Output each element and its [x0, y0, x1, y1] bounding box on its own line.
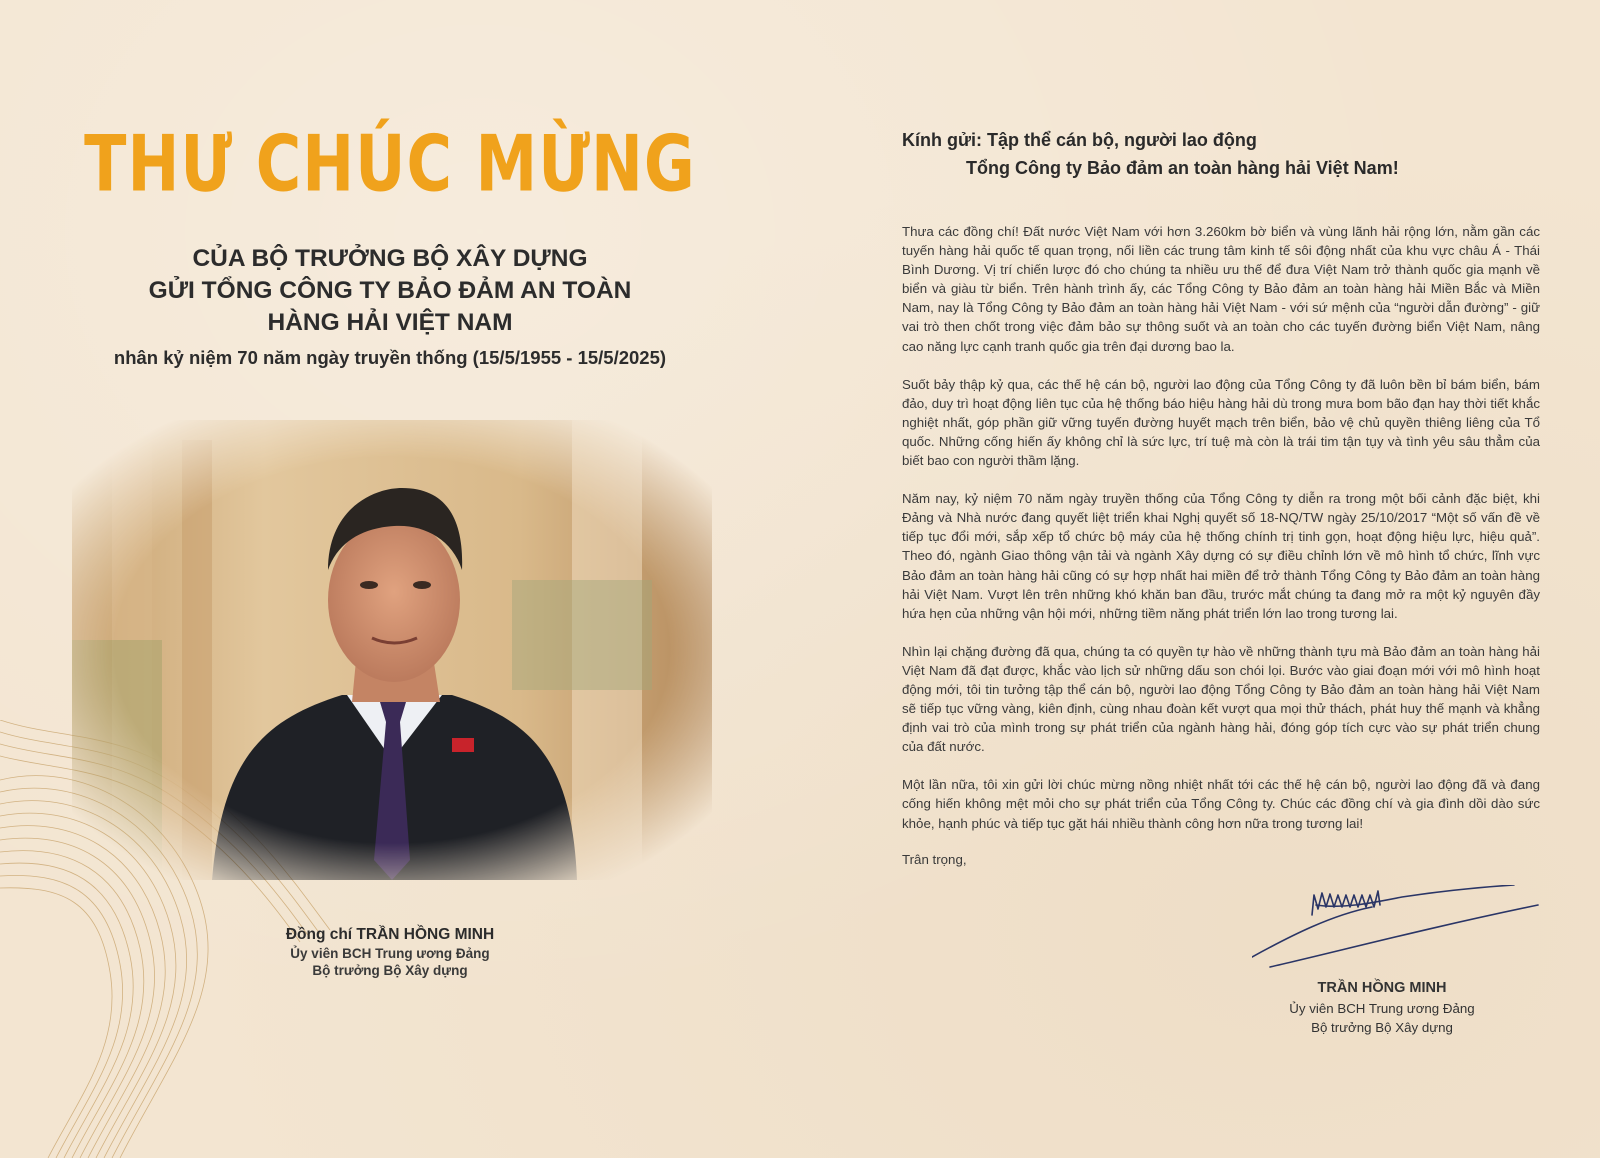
- portrait-caption: [60, 925, 720, 979]
- caption-role: Ủy viên BCH Trung ương Đảng: [290, 946, 490, 961]
- body-paragraph: Một lần nữa, tôi xin gửi lời chúc mừng nồng nhiệt nhất tới các thế hệ cán bộ, người lao động đã và đang cống hiến không mệt mỏi cho sự phát triển của Tổng Công ty. Chúc các đồng chí và gia đình dồi dào sức khỏe, hạnh phúc và tiếp tục gặt hái nhiều thành công hơn nữa trong tương lai!: [902, 777, 1540, 831]
- body-paragraph: Suốt bảy thập kỷ qua, các thế hệ cán bộ, người lao động của Tổng Công ty đã luôn bền bỉ bám biển, bám đảo, duy trì hoạt động liên tục của hệ thống báo hiệu hàng hải dù trong mưa bom bão đạn hay thời tiết khắc nghiệt nhất, góp phần giữ vững tuyến đường huyết mạch trên biển, bảo vệ chủ quyền thiêng liêng của Tổ quốc. Những cống hiến ấy không chỉ là sức lực, trí tuệ mà còn là trái tim tận tụy và tình yêu sâu thẳm của biết bao con người thầm lặng.: [902, 376, 1540, 469]
- left-column: [60, 0, 720, 1158]
- greeting: [902, 126, 1540, 182]
- portrait-photo: [72, 420, 712, 880]
- signer-block: [1262, 978, 1502, 1037]
- closing-salutation: Trân trọng,: [902, 852, 967, 867]
- right-column: [902, 0, 1540, 1158]
- caption-position: Bộ trưởng Bộ Xây dựng: [312, 963, 468, 978]
- handwritten-signature: [1252, 885, 1542, 970]
- body-paragraph: Thưa các đồng chí! Đất nước Việt Nam với hơn 3.260km bờ biển và vùng lãnh hải rộng lớn, nằm gần các tuyến hàng hải quốc tế quan trọng, nối liền các trung tâm kinh tế sôi động nhất của khu vực châu Á - Thái Bình Dương. Vị trí chiến lược đó cho chúng ta nhiều ưu thế để đưa Việt Nam trở thành quốc gia mạnh về biển và giàu từ biển. Trên hành trình ấy, các Tổng Công ty Bảo đảm an toàn hàng hải Miền Bắc và Miền Nam, nay là Tổng Công ty Bảo đảm an toàn hàng hải Việt Nam - với sứ mệnh của “người dẫn đường” - giữ vai trò then chốt trong việc đảm bảo sự thông suốt và an toàn cho các tuyến đường biển Việt Nam, nâng cao năng lực cạnh tranh quốc gia trên đại dương bao la.: [902, 224, 1540, 354]
- subtitle-line: HÀNG HẢI VIỆT NAM: [267, 309, 513, 336]
- occasion-line: nhân kỷ niệm 70 năm ngày truyền thống (15/5/1955 - 15/5/2025): [113, 347, 667, 368]
- signer-role: Ủy viên BCH Trung ương Đảng: [1289, 1001, 1475, 1016]
- letter-title: THƯ CHÚC MỪNG: [84, 118, 696, 210]
- subtitle-line: CỦA BỘ TRƯỞNG BỘ XÂY DỰNG: [192, 245, 588, 272]
- signer-name: TRẦN HỒNG MINH: [1317, 980, 1447, 996]
- body-paragraph: Năm nay, kỷ niệm 70 năm ngày truyền thống của Tổng Công ty diễn ra trong một bối cảnh đặc biệt, khi Đảng và Nhà nước đang quyết liệt triển khai Nghị quyết số 18-NQ/TW ngày 25/10/2017 “Một số vấn đề về tiếp tục đổi mới, sắp xếp tổ chức bộ máy của hệ thống chính trị tinh gọn, hoạt động hiệu lực, hiệu quả”. Theo đó, ngành Giao thông vận tải và ngành Xây dựng có sự điều chỉnh lớn về mô hình tổ chức, lĩnh vực Bảo đảm an toàn hàng hải cũng có sự hợp nhất hai miền để trở thành Tổng Công ty Bảo đảm an toàn hàng hải Việt Nam. Vượt lên trên những khó khăn ban đầu, trước mắt chúng ta đang mở ra một kỷ nguyên đầy hứa hẹn của những vận hội mới, những tiềm năng phát triển lớn lao trong tương lai.: [902, 491, 1540, 621]
- greeting-line-1: Kính gửi: Tập thể cán bộ, người lao động: [902, 130, 1257, 150]
- subtitle-line: GỬI TỔNG CÔNG TY BẢO ĐẢM AN TOÀN: [148, 277, 632, 304]
- letter-subtitle: [60, 243, 720, 339]
- body-paragraph: Nhìn lại chặng đường đã qua, chúng ta có quyền tự hào về những thành tựu mà Bảo đảm an toàn hàng hải Việt Nam đã đạt được, khắc vào lịch sử những dấu son chói lọi. Bước vào giai đoạn mới với mô hình hoạt động mới, tôi tin tưởng tập thể cán bộ, người lao động Tổng Công ty Bảo đảm an toàn hàng hải Việt Nam sẽ tiếp tục vững vàng, kiên định, cùng nhau đoàn kết vượt qua mọi thử thách, phát huy thế mạnh và khẳng định vai trò của mình trong sự phát triển của ngành hàng hải, đóng góp tích cực vào sự phát triển chung của đất nước.: [902, 643, 1540, 755]
- letter-body: [902, 222, 1540, 852]
- signer-position: Bộ trưởng Bộ Xây dựng: [1311, 1020, 1453, 1035]
- caption-name: Đồng chí TRẦN HỒNG MINH: [285, 926, 495, 943]
- greeting-line-2: Tổng Công ty Bảo đảm an toàn hàng hải Việt Nam!: [966, 158, 1399, 178]
